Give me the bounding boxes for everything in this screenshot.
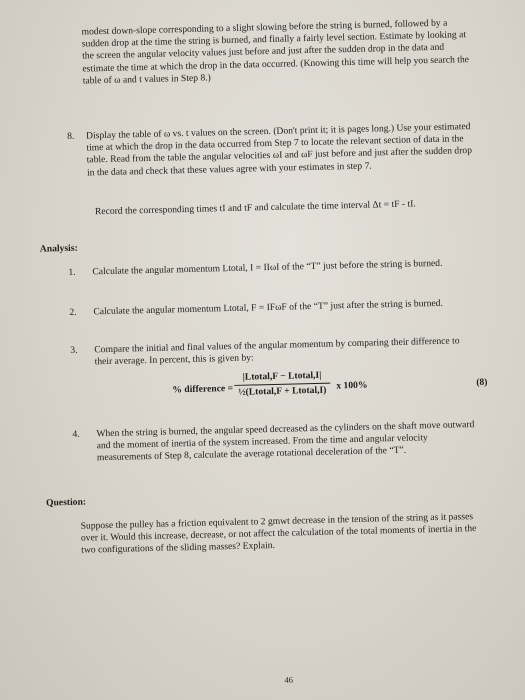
analysis-item-4-text: When the string is burned, the angular speed decreased as the cylinders on the shaft move outward and the moment of inertia of the system increased. From the time and angular velocity measurements of Step 8, calculate the average rotational deceleration of the “T”. <box>96 419 475 464</box>
step8-text: Display the table of ω vs. t values on the screen. (Don't print it; it is pages long.) Use your estimated time at which the drop in the data occurred from Step 7 to locate the relevant section of data in the table. Read from the table the angular velocities ωI and ωF just before and just after the sudden drop in the data and check that these values agree with your estimates in step 7. <box>85 121 473 179</box>
page-number: 46 <box>284 674 294 685</box>
document-sheet <box>8 0 525 700</box>
percent-difference-formula <box>172 365 503 407</box>
formula-numerator: |Ltotal,F − Ltotal,I| <box>234 370 330 387</box>
step8-number: 8. <box>66 130 75 142</box>
analysis-item-1-number: 1. <box>68 266 76 278</box>
formula-lhs: % difference = <box>172 382 234 396</box>
analysis-item-3-number: 3. <box>70 344 78 356</box>
analysis-item-2-number: 2. <box>69 306 77 318</box>
formula-equation-number: (8) <box>476 376 488 389</box>
question-heading: Question: <box>45 496 87 509</box>
analysis-item-2-text: Calculate the angular momentum Ltotal, F = IFωF of the “T” just after the string is burned. <box>93 297 444 318</box>
analysis-item-3-text: Compare the initial and final values of the angular momentum by comparing their difference to their average. In percent, this is given by: <box>94 335 460 368</box>
analysis-item-1-text: Calculate the angular momentum Ltotal, I = IIωI of the “T” just before the string is burned. <box>92 257 443 278</box>
formula-times: x 100% <box>336 379 368 392</box>
step8-record: Record the corresponding times tI and tF and calculate the time interval Δt = tF - tI. <box>94 198 416 218</box>
step7-continuation: modest down-slope corresponding to a slight slowing before the string is burned, followed by a sudden drop at the time the string is burned, and finally a fairly level section. Estimate by looking at the screen the angular velocity values just before and just after the sudden drop in the data and estimate the time at which the drop in the data occurred. (Knowing this time will help you search the table of ω and t values in Step 8.) <box>81 17 470 87</box>
question-text: Suppose the pulley has a friction equivalent to 2 gmwt decrease in the tension of the string as it passes over it. Would this increase, decrease, or not affect the calculation of the total moments of inertia in the two configurations of the sliding masses? Explain. <box>80 511 477 557</box>
analysis-heading: Analysis: <box>39 242 78 255</box>
formula-fraction <box>234 370 331 400</box>
formula-denominator: ½(Ltotal,F + Ltotal,I) <box>238 384 327 399</box>
analysis-item-4-number: 4. <box>72 428 80 440</box>
